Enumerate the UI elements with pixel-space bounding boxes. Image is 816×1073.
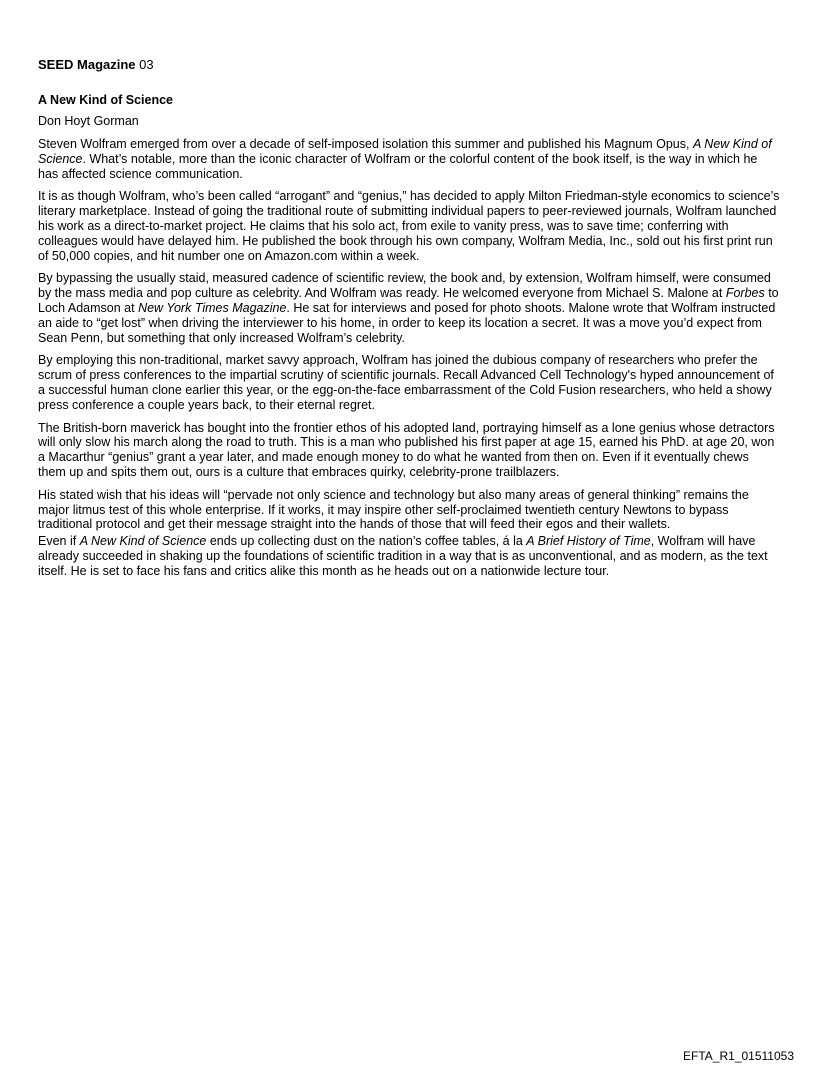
article-title: A New Kind of Science — [38, 93, 173, 107]
body-text: to Loch Adamson at — [38, 286, 779, 315]
italic-text: A New Kind of Science — [38, 137, 772, 166]
masthead — [38, 57, 780, 73]
paragraph-2 — [38, 189, 780, 263]
body-text: , Wolfram will have already succeeded in shaking up the foundations of scientific tradition in a way that is as unconventional, and as modern, as the text itself. He is set to face his fans and critics alike this month as he heads out on a nationwide lecture tour. — [38, 534, 768, 578]
magazine-name: SEED Magazine — [38, 57, 136, 72]
body-text: His stated wish that his ideas will “pervade not only science and technology but also many areas of general thinking” remains the major litmus test of this whole enterprise. If it works, it may inspire other self-proclaimed twentieth century Newtons to bypass traditional protocol and get their message straight into the hands of those that will feed their egos and their wallets. — [38, 487, 749, 532]
page — [38, 57, 780, 587]
article-body — [38, 137, 780, 579]
italic-text: A Brief History of Time — [526, 534, 651, 549]
italic-text: A New Kind of Science — [79, 534, 207, 549]
body-text: The British-born maverick has bought into the frontier ethos of his adopted land, portraying himself as a lone genius whose detractors will only slow his march along the road to truth. This is a man who published his first paper at age 15, earned his PhD. at age 20, won a Macarthur “genius” grant a year later, and made enough money to do what he wanted from then on. Even if it eventually chews them up and spits them out, ours is a culture that embraces quirky, celebrity-prone trailblazers. — [38, 420, 775, 479]
paragraph-1 — [38, 137, 780, 181]
body-text: ends up collecting dust on the nation’s coffee tables, á la — [206, 534, 527, 549]
paragraph-6 — [38, 488, 780, 532]
body-text: It is as though Wolfram, who’s been called “arrogant” and “genius,” has decided to apply Milton Friedman-style economics to science’s literary marketplace. Instead of going the traditional route of submitting individual papers to peer-reviewed journals, Wolfram launched his work as a direct-to-market project. He claims that his solo act, from exile to vanity press, was to save time; conferring with colleagues would have delayed him. He published the book through his own company, Wolfram Media, Inc., sold out his first print run of 50,000 copies, and hit number one on Amazon.com within a week. — [38, 189, 780, 263]
italic-text: Forbes — [725, 286, 765, 301]
paragraph-4 — [38, 353, 780, 412]
body-text: By bypassing the usually staid, measured cadence of scientific review, the book and, by extension, Wolfram himself, were consumed by the mass media and pop culture as celebrity. And Wolfram was ready. He welcomed everyone from Michael S. Malone at — [38, 271, 771, 301]
issue-number: 03 — [139, 57, 154, 72]
paragraph-7 — [38, 534, 780, 578]
italic-text: New York Times Magazine — [138, 300, 287, 315]
document-id: EFTA_R1_01511053 — [683, 1049, 794, 1063]
body-text: By employing this non-traditional, market savvy approach, Wolfram has joined the dubious company of researchers who prefer the scrum of press conferences to the impartial scrutiny of scientific journals. Recall Advanced Cell Technology's hyped announcement of a successful human clone earlier this year, or the egg-on-the-face embarrassment of the Cold Fusion researchers, who held a showy press conference a couple years back, to their eternal regret. — [38, 353, 774, 412]
article-author: Don Hoyt Gorman — [38, 114, 139, 128]
paragraph-3 — [38, 271, 780, 345]
body-text: . He sat for interviews and posed for photo shoots. Malone wrote that Wolfram instructed an aide to “get lost” when driving the interviewer to his home, in order to keep its location a secret. It was a move you’d expect from Sean Penn, but something that only increased Wolfram’s celebrity. — [38, 300, 776, 345]
paragraph-5 — [38, 421, 780, 480]
body-text: Steven Wolfram emerged from over a decade of self-imposed isolation this summer and published his Magnum Opus, — [38, 137, 693, 151]
body-text: Even if — [38, 534, 80, 549]
body-text: . What’s notable, more than the iconic character of Wolfram or the colorful content of the book itself, is the way in which he has affected science communication. — [38, 151, 758, 181]
